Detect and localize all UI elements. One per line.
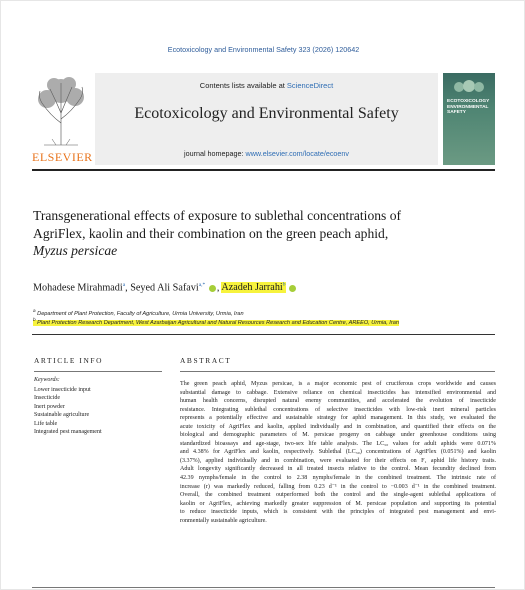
abstract-line: ronmentally sustainable agriculture. — [180, 517, 267, 524]
article-title-line: Transgenerational effects of exposure to sublethal concentrations of — [33, 208, 402, 223]
author-separator: , — [125, 282, 131, 294]
contents-available-line — [95, 81, 438, 90]
abstract-line: (3.37%), applied individually and in combination, were evaluated for their effects on F₁ aphid life history traits. — [180, 457, 496, 464]
abstract-line: acute toxicity of AgriFlex and kaolin, applied individually and in combination, and quantified their effects on the — [180, 423, 496, 430]
abstract-divider — [180, 371, 495, 372]
journal-info-panel — [95, 73, 438, 165]
abstract-line: 42.39 nymphs/female in the control to 2.38 nymphs/female in the combined treatment. The intrinsic rate of — [180, 475, 496, 482]
header-divider — [32, 169, 495, 171]
keywords-label: Keywords: — [34, 377, 60, 383]
orcid-icon[interactable] — [289, 285, 296, 292]
homepage-link[interactable]: www.elsevier.com/locate/ecoenv — [245, 149, 349, 158]
abstract-heading: ABSTRACT — [180, 356, 232, 365]
bottom-divider — [32, 587, 495, 588]
author-name[interactable]: Azadeh Jarrahi — [221, 282, 283, 294]
article-title — [33, 207, 503, 260]
abstract-line: represents a potentially effective and sustainable strategy for aphid management. In this study, we evaluated the — [180, 415, 496, 422]
article-info-divider — [34, 371, 162, 372]
abstract-line: standardized bioassays and age-stage, two-sex life table analysis. The LC₅₀ values for adult aphids were 0.071% — [180, 440, 496, 447]
keywords-list — [34, 386, 164, 436]
cover-title: ECOTOXICOLOGY ENVIRONMENTAL SAFETY — [447, 99, 490, 116]
affiliation-divider — [32, 334, 495, 335]
abstract-line: substantial damage to cabbage. Extensive reliance on chemical insecticides has intensified environmental and — [180, 389, 496, 396]
keyword-item: Sustainable agriculture — [34, 412, 90, 419]
author-name-highlighted — [221, 282, 285, 293]
author-affil-marker[interactable]: a,* — [198, 282, 206, 288]
author-name[interactable]: Seyed Ali Safavi — [130, 282, 199, 294]
keyword-item: Insecticide — [34, 395, 60, 402]
abstract-line: to reduce insecticide inputs, which is consistent with the principles of integrated pest management and envi- — [180, 509, 496, 516]
keyword-item: Lower insecticide input — [34, 387, 91, 393]
abstract-line: kaolin or AgriFlex, achieving markedly greater suppression of M. persicae population and supporting its potential — [180, 500, 496, 507]
abstract-line: Adult longevity significantly decreased in all treated insects relative to the control. Mean fecundity declined from — [180, 466, 496, 473]
affiliation-text: Plant Protection Research Department, West Azarbaijan Agricultural and Natural Resources Research and Education Centre, AREEO, Urmia, Iran — [37, 319, 399, 326]
author-separator: , — [216, 282, 222, 294]
abstract-line: biological and demographic parameters of M. persicae progeny on cabbage under greenhouse conditions using — [180, 432, 496, 439]
journal-homepage-line — [95, 149, 438, 158]
orcid-icon[interactable] — [209, 285, 216, 292]
abstract-line: and 4.38% for AgriFlex and kaolin, respectively. Sublethal (LC₃₀) concentrations of AgriFlex (0.051%) and kaolin — [180, 449, 496, 456]
keyword-item: Inert powder — [34, 403, 65, 410]
affiliation-b — [33, 317, 503, 326]
journal-cover-thumbnail[interactable] — [443, 73, 495, 165]
abstract-line: The green peach aphid, Myzus persicae, is a major economic pest of cruciferous crops worldwide and causes — [180, 381, 496, 387]
affiliation-label: a — [33, 308, 36, 313]
journal-reference[interactable]: Ecotoxicology and Environmental Safety 323 (2026) 120642 — [167, 45, 360, 54]
author-affil-marker[interactable]: a — [122, 282, 126, 288]
abstract-line: resistance. Integrating sublethal concentrations of selective insecticides with low-risk inert mineral particles — [180, 406, 496, 413]
keyword-item: Integrated pest management — [34, 429, 102, 436]
author-list — [33, 282, 503, 293]
journal-title: Ecotoxicology and Environmental Safety — [134, 105, 399, 122]
cover-logo-icon — [447, 79, 491, 95]
elsevier-wordmark: ELSEVIER — [32, 150, 93, 164]
journal-header — [32, 73, 495, 165]
article-info-heading: ARTICLE INFO — [34, 356, 104, 365]
keyword-item: Life table — [34, 420, 58, 427]
author-affil-marker[interactable]: b — [282, 282, 286, 288]
abstract-line: human health concerns, disrupted natural enemy communities, and accelerated the evolution of insecticide — [180, 398, 496, 405]
elsevier-tree-icon — [32, 73, 90, 149]
author-name[interactable]: Mohadese Mirahmadi — [33, 282, 123, 294]
contents-prefix: Contents lists available at — [199, 81, 287, 90]
article-title-species: Myzus persicae — [33, 243, 118, 258]
abstract-body — [180, 380, 496, 525]
affiliation-a — [33, 308, 503, 317]
article-title-line: AgriFlex, kaolin and their combination on the green peach aphid, — [33, 225, 389, 241]
elsevier-logo — [32, 73, 93, 165]
homepage-prefix: journal homepage: — [183, 149, 246, 158]
affiliation-highlight — [33, 317, 399, 326]
abstract-line: increase (r) was markedly reduced, falling from 0.23 d⁻¹ in the control to −0.003 d⁻¹ in the combined treatment. — [180, 483, 496, 490]
affiliation-text: Department of Plant Protection, Faculty of Agriculture, Urmia University, Urmia, Iran — [37, 310, 244, 317]
sciencedirect-link[interactable]: ScienceDirect — [286, 81, 334, 90]
affiliation-label: b — [33, 317, 36, 322]
abstract-line: Overall, the combined treatment outperformed both the control and the single-agent sublethal applications of — [180, 492, 496, 499]
